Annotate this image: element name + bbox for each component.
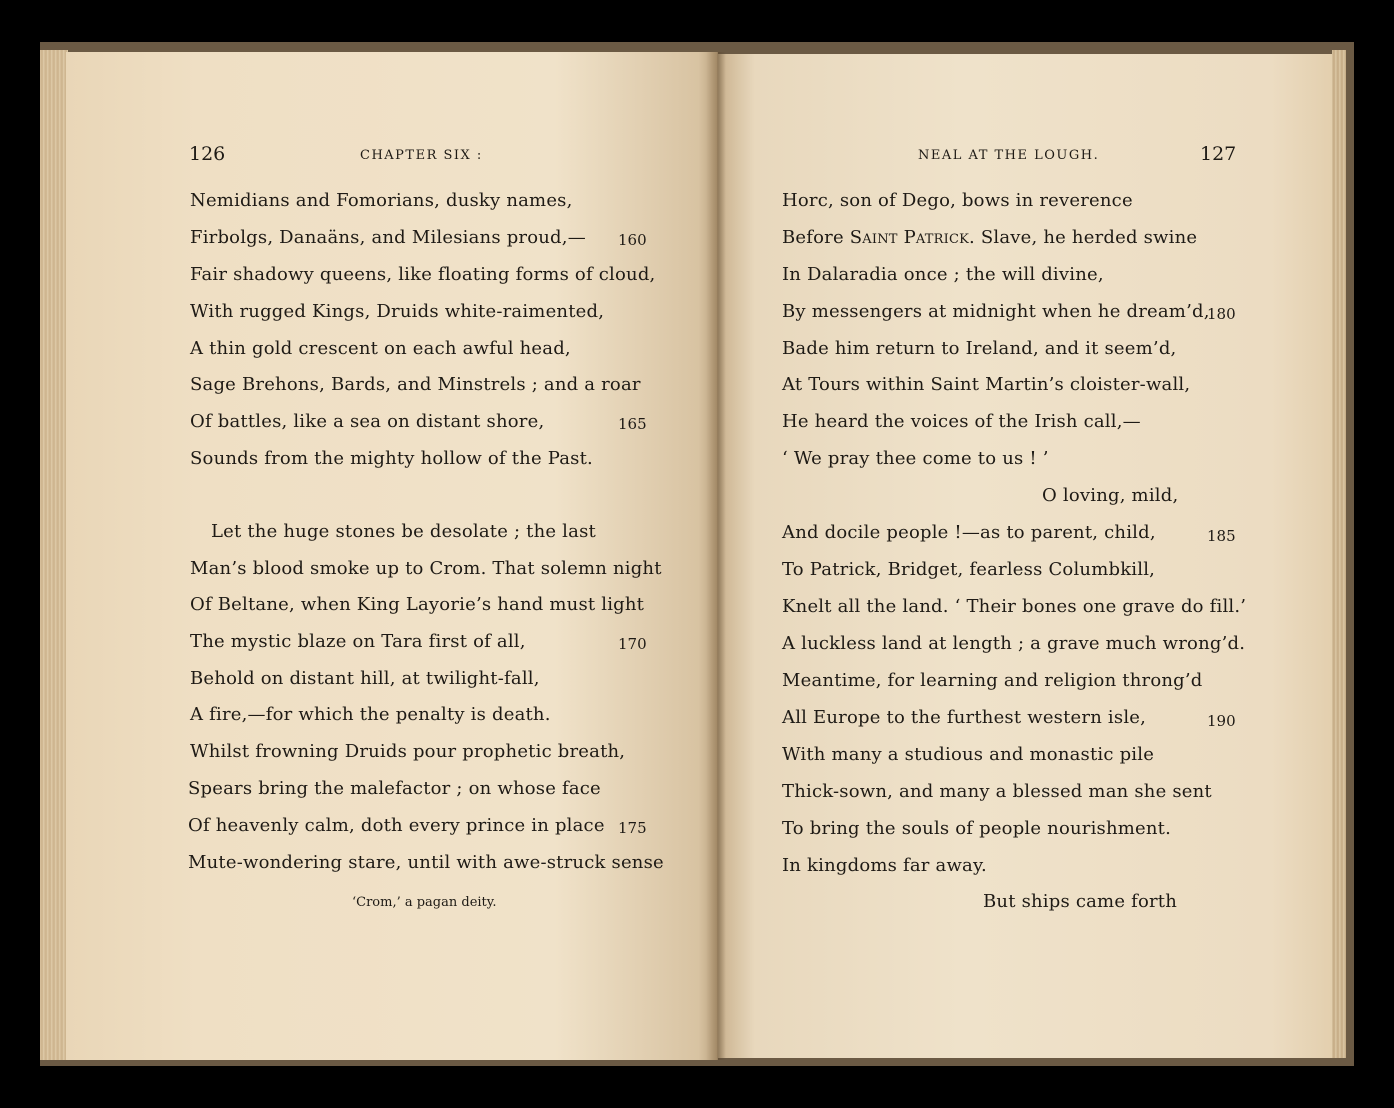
poem-line: A luckless land at length ; a grave much wrong’d.: [782, 633, 1246, 654]
poem-line: Knelt all the land. ‘ Their bones one grave do fill.’: [782, 596, 1247, 617]
poem-line: Bade him return to Ireland, and it seem’d,: [782, 338, 1177, 359]
left-page-edges: [40, 50, 68, 1060]
poem-line: A thin gold crescent on each awful head,: [190, 338, 571, 359]
poem-line: In kingdoms far away.: [782, 855, 987, 876]
poem-line: Man’s blood smoke up to Crom. That solemn night: [190, 558, 662, 579]
poem-line: Spears bring the malefactor ; on whose face: [188, 778, 601, 799]
poem-line: Let the huge stones be desolate ; the last: [211, 521, 596, 542]
poem-line: Of Beltane, when King Layorie’s hand must light: [190, 594, 645, 615]
line-number: 180: [1207, 305, 1236, 323]
line-number: 165: [618, 415, 647, 433]
poem-line: Meantime, for learning and religion throng’d: [782, 670, 1203, 691]
poem-line: Mute-wondering stare, until with awe-struck sense: [188, 852, 664, 873]
poem-line: He heard the voices of the Irish call,—: [782, 411, 1141, 432]
footnote: ‘Crom,’ a pagan deity.: [352, 895, 497, 910]
right-page-number: 127: [1200, 143, 1237, 165]
poem-line: A fire,—for which the penalty is death.: [190, 704, 551, 725]
line-number: 170: [618, 635, 647, 653]
line-number: 175: [618, 819, 647, 837]
poem-line: But ships came forth: [983, 891, 1178, 912]
poem-line: ‘ We pray thee come to us ! ’: [782, 448, 1049, 469]
right-running-head: NEAL AT THE LOUGH.: [918, 148, 1100, 163]
poem-line: In Dalaradia once ; the will divine,: [782, 264, 1104, 285]
poem-line: Firbolgs, Danaäns, and Milesians proud,—: [190, 227, 586, 248]
poem-line: Behold on distant hill, at twilight-fall,: [190, 668, 540, 689]
poem-line: Nemidians and Fomorians, dusky names,: [190, 190, 573, 211]
left-running-head: CHAPTER SIX :: [360, 148, 483, 163]
poem-line: Sounds from the mighty hollow of the Past.: [190, 448, 593, 469]
line-number: 190: [1207, 712, 1236, 730]
poem-line: Thick-sown, and many a blessed man she sent: [782, 781, 1212, 802]
right-page-edges: [1332, 50, 1346, 1058]
poem-line: Fair shadowy queens, like floating forms of cloud,: [190, 264, 656, 285]
poem-line: Before Saint Patrick. Slave, he herded swine: [782, 227, 1198, 248]
poem-line: All Europe to the furthest western isle,: [782, 707, 1147, 728]
poem-line: The mystic blaze on Tara first of all,: [190, 631, 526, 652]
poem-line: Of heavenly calm, doth every prince in place: [188, 815, 605, 836]
poem-line: To Patrick, Bridget, fearless Columbkill,: [782, 559, 1156, 580]
poem-line: Of battles, like a sea on distant shore,: [190, 411, 545, 432]
left-page-number: 126: [189, 143, 226, 165]
line-number: 185: [1207, 527, 1236, 545]
line-number: 160: [618, 231, 647, 249]
poem-line: By messengers at midnight when he dream’d,: [782, 301, 1210, 322]
poem-line: O loving, mild,: [1042, 485, 1179, 506]
poem-line: To bring the souls of people nourishment.: [782, 818, 1172, 839]
poem-line: Sage Brehons, Bards, and Minstrels ; and a roar: [190, 374, 641, 395]
poem-line: At Tours within Saint Martin’s cloister-wall,: [782, 374, 1191, 395]
poem-line: And docile people !—as to parent, child,: [782, 522, 1156, 543]
poem-line: Whilst frowning Druids pour prophetic breath,: [190, 741, 626, 762]
poem-line: With rugged Kings, Druids white-raimented,: [190, 301, 605, 322]
book-gutter: [706, 52, 726, 1060]
poem-line: With many a studious and monastic pile: [782, 744, 1155, 765]
small-caps-name: Saint Patrick: [849, 227, 970, 248]
poem-line: Horc, son of Dego, bows in reverence: [782, 190, 1133, 211]
